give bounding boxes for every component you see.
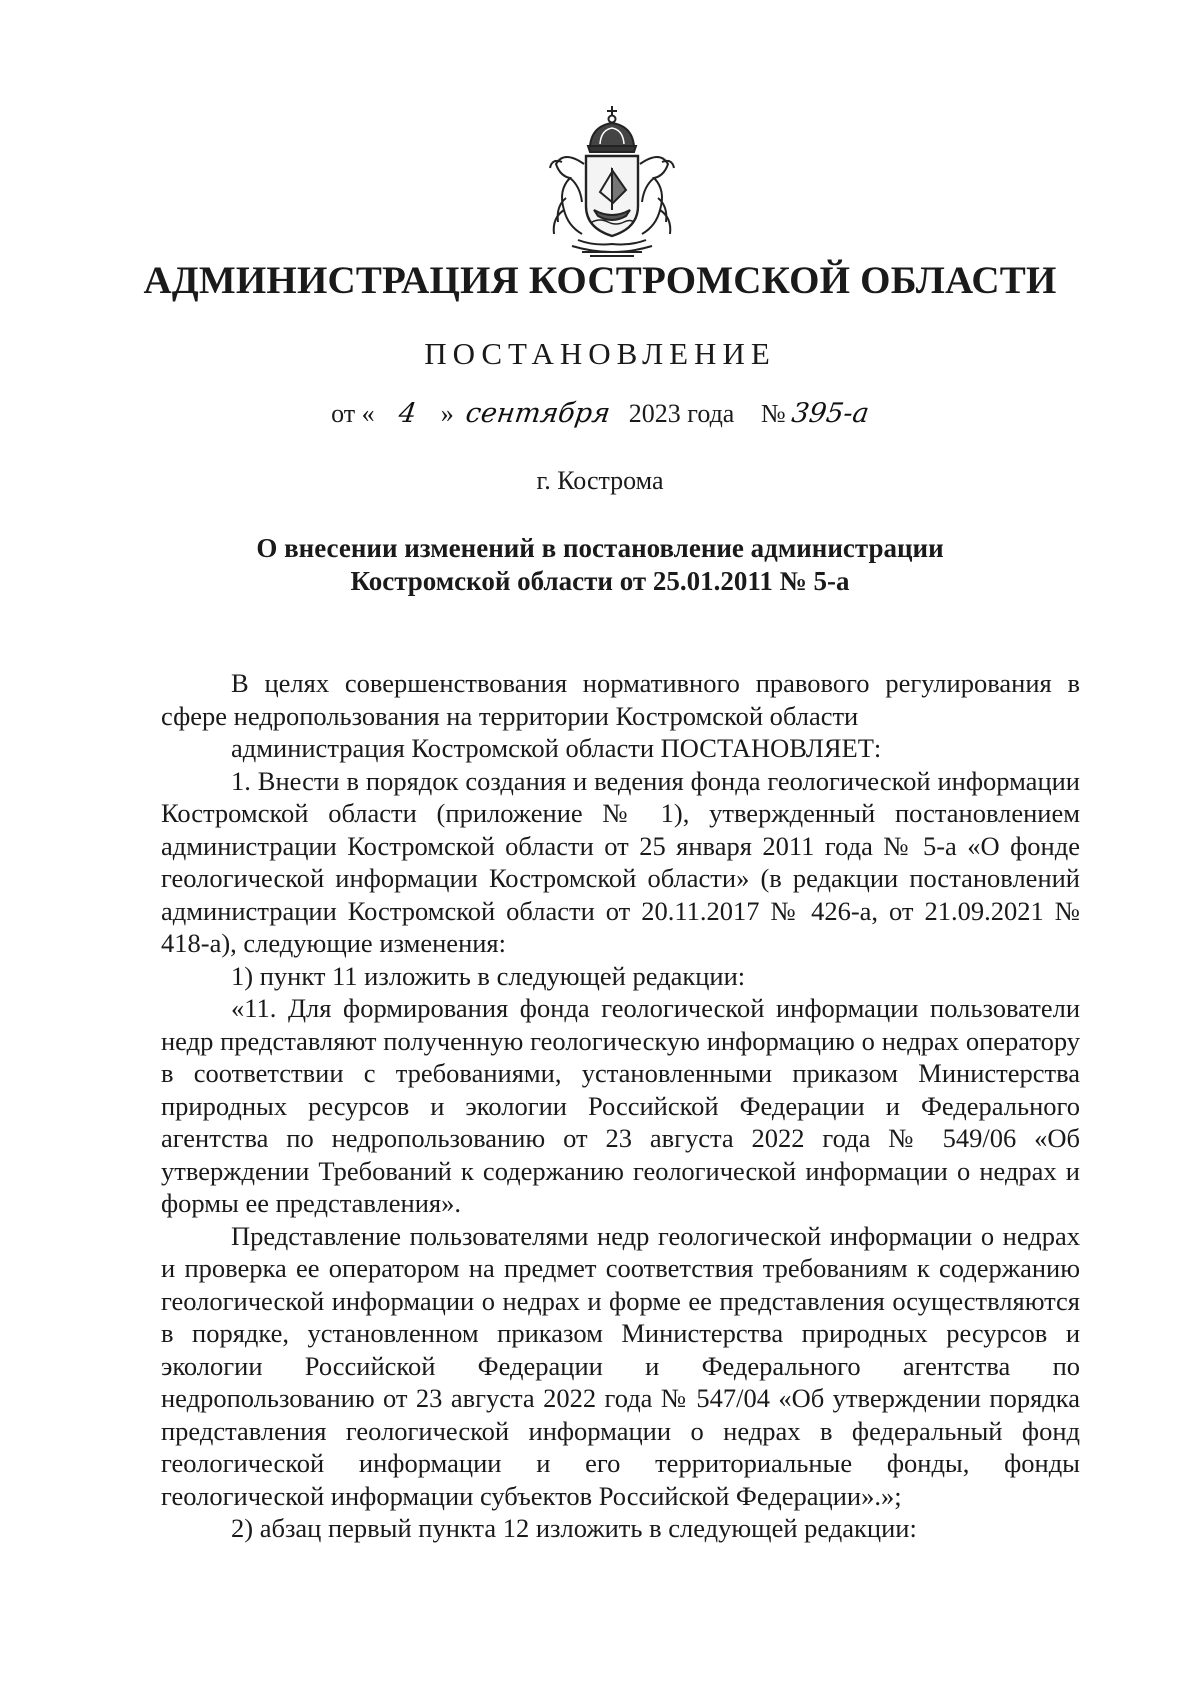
date-year: 2023 года <box>628 399 735 428</box>
paragraph-clause-11-part-2: Представление пользователями недр геологической информации о недрах и проверка ее оператором на предмет соответствия требованиям к содержанию геологической информации о недрах и форме ее представления осуществляются в порядке, установленном приказом Министерства природных ресурсов и экологии Российской Федерации и Федерального агентства по недропользованию от 23 августа 2022 года № 547/04 «Об утверждении порядка представления геологической информации о недрах в федеральный фонд геологической информации и его территориальные фонды, фонды геологической информации субъектов Российской Федерации».»; <box>161 1220 1080 1511</box>
document-type: ПОСТАНОВЛЕНИЕ <box>424 336 776 371</box>
heading-line-1: О внесении изменений в постановление администрации <box>256 533 944 563</box>
handwritten-month: сентября <box>464 398 613 429</box>
paragraph-resolves: администрация Костромской области ПОСТАНОВЛЯЕТ: <box>231 733 882 763</box>
organization-title: АДМИНИСТРАЦИЯ КОСТРОМСКОЙ ОБЛАСТИ <box>143 259 1057 302</box>
coat-of-arms-icon <box>542 106 682 260</box>
date-line <box>0 398 1200 429</box>
paragraph-clause-11: «11. Для формирования фонда геологической информации пользователи недр представляют полученную геологическую информацию о недрах оператору в соответствии с требованиями, установленными приказом Министерства природных ресурсов и экологии Российской Федерации и Федерального агентства по недропользованию от 23 августа 2022 года № 549/06 «Об утверждении Требований к содержанию геологической информации о недрах и формы ее представления». <box>161 993 1080 1218</box>
date-prefix: от « <box>331 399 375 428</box>
paragraph-item-1: 1. Внести в порядок создания и ведения фонда геологической информации Костромской области (приложение № 1), утвержденный постановлением администрации Костромской области от 25 января 2011 года № 5-а «О фонде геологической информации Костромской области» (в редакции постановлений администрации Костромской области от 20.11.2017 № 426-а, от 21.09.2021 № 418-а), следующие изменения: <box>161 765 1080 958</box>
number-sign: № <box>760 399 786 428</box>
paragraph-subitem-1: 1) пункт 11 изложить в следующей редакции: <box>231 960 746 991</box>
city: г. Кострома <box>536 466 664 495</box>
handwritten-day: 4 <box>396 398 419 429</box>
handwritten-number: 395-а <box>789 398 872 429</box>
paragraph-subitem-2: 2) абзац первый пункта 12 изложить в следующей редакции: <box>231 1513 917 1543</box>
paragraph-preamble: В целях совершенствования нормативного правового регулирования в сфере недропользования на территории Костромской области <box>161 668 1080 731</box>
heading-line-2: Костромской области от 25.01.2011 № 5-а <box>350 566 850 596</box>
document-body <box>161 667 1080 1545</box>
date-quote-close: » <box>440 399 454 428</box>
document-heading <box>0 532 1200 598</box>
